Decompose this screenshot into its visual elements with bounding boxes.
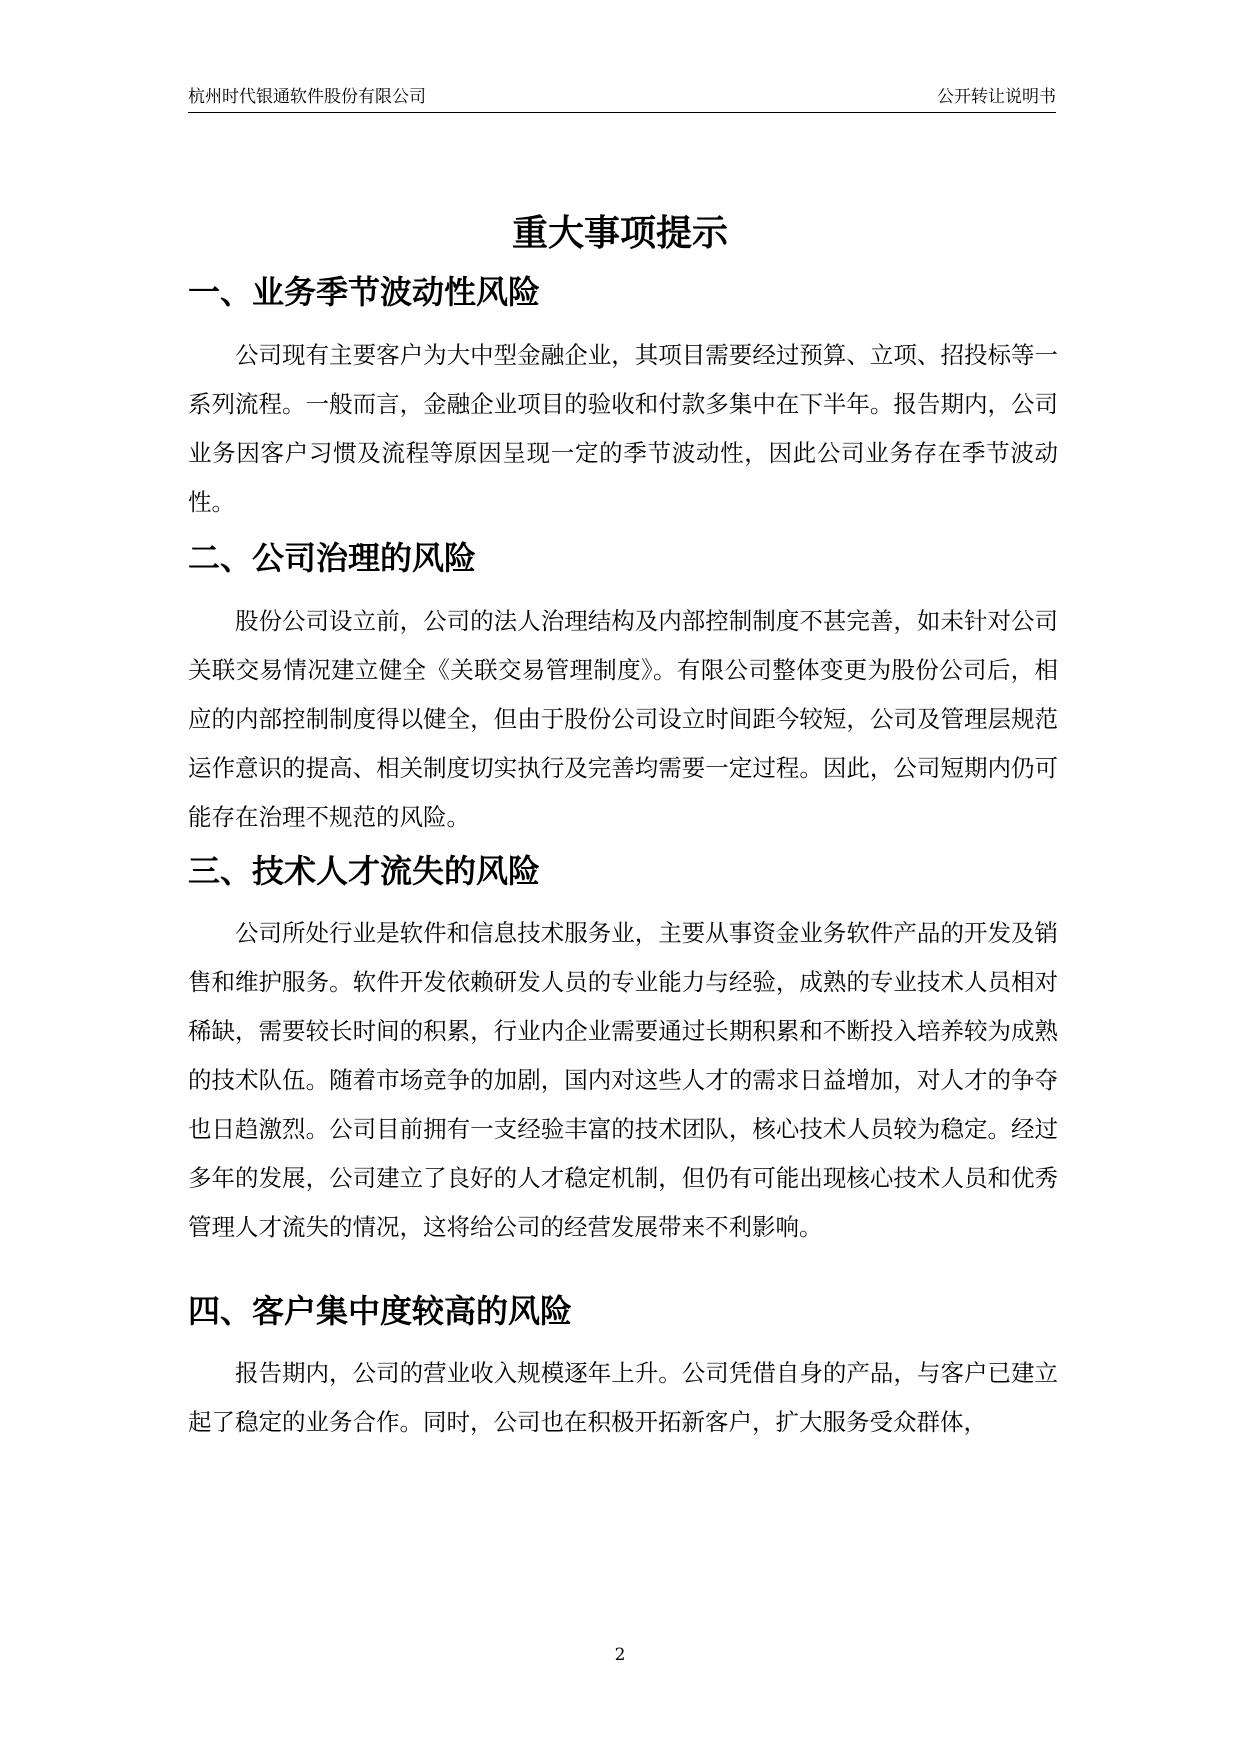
section-paragraph-seasonal-risk: 公司现有主要客户为大中型金融企业，其项目需要经过预算、立项、招投标等一系列流程。一般而言，金融企业项目的验收和付款多集中在下半年。报告期内，公司业务因客户习惯及流程等原因呈现一定的季节波动性，因此公司业务存在季节波动性。 (188, 341, 1058, 516)
header-company-name: 杭州时代银通软件股份有限公司 (188, 87, 426, 107)
section-paragraph-talent-risk: 公司所处行业是软件和信息技术服务业，主要从事资金业务软件产品的开发及销售和维护服务。软件开发依赖研发人员的专业能力与经验，成熟的专业技术人员相对稀缺，需要较长时间的积累，行业内企业需要通过长期积累和不断投入培养较为成熟的技术队伍。随着市场竞争的加剧，国内对这些人才的需求日益增加，对人才的争夺也日趋激烈。公司目前拥有一支经验丰富的技术团队，核心技术人员较为稳定。经过多年的发展，公司建立了良好的人才稳定机制，但仍有可能出现核心技术人员和优秀管理人才流失的情况，这将给公司的经营发展带来不利影响。 (188, 919, 1058, 1241)
section-heading-customer-concentration-risk: 四、客户集中度较高的风险 (188, 1292, 573, 1330)
header-document-type: 公开转让说明书 (937, 87, 1056, 107)
section-heading-governance-risk: 二、公司治理的风险 (188, 539, 477, 577)
section-paragraph-governance-risk: 股份公司设立前，公司的法人治理结构及内部控制制度不甚完善，如未针对公司关联交易情况建立健全《关联交易管理制度》。有限公司整体变更为股份公司后，相应的内部控制制度得以健全，但由于股份公司设立时间距今较短，公司及管理层规范运作意识的提高、相关制度切实执行及完善均需要一定过程。因此，公司短期内仍可能存在治理不规范的风险。 (188, 607, 1058, 831)
section-heading-seasonal-risk: 一、业务季节波动性风险 (188, 273, 541, 311)
section-heading-talent-risk: 三、技术人才流失的风险 (188, 852, 541, 890)
page-number: 2 (614, 1645, 626, 1665)
page-header (188, 86, 1056, 113)
page-title: 重大事项提示 (511, 213, 728, 254)
section-paragraph-customer-concentration-risk: 报告期内，公司的营业收入规模逐年上升。公司凭借自身的产品，与客户已建立起了稳定的业务合作。同时，公司也在积极开拓新客户，扩大服务受众群体， (188, 1359, 1058, 1436)
